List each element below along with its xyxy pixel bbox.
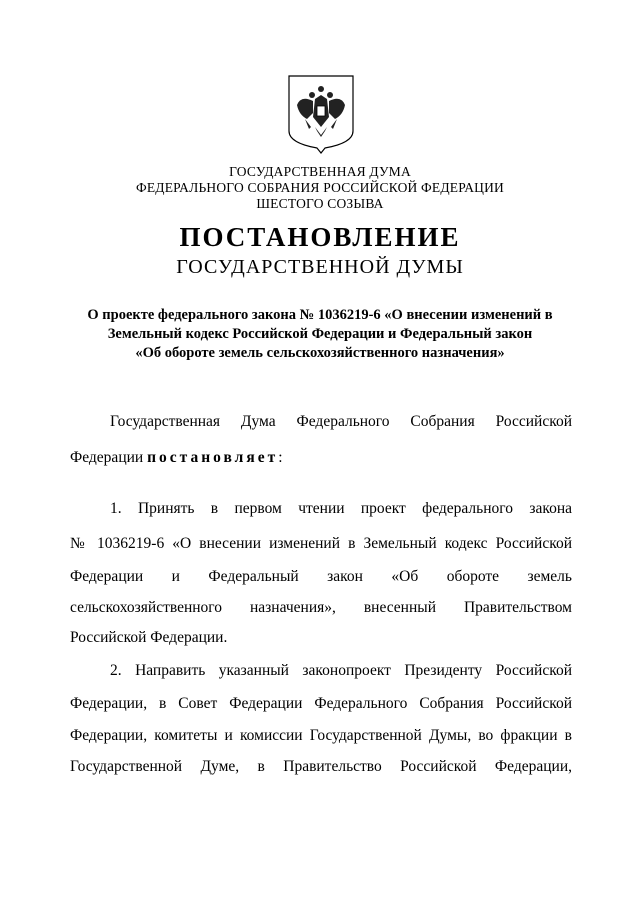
p1-line-2: № 1036219-6 «О внесении изменений в Земельный кодекс Российской — [70, 535, 572, 552]
decree-word: постановляет — [147, 449, 279, 466]
p2-line-1: 2. Направить указанный законопроект Президенту Российской — [110, 662, 572, 679]
header-line-2: ФЕДЕРАЛЬНОГО СОБРАНИЯ РОССИЙСКОЙ ФЕДЕРАЦИИ — [136, 180, 504, 195]
subject-line-3: «Об обороте земель сельскохозяйственного назначения» — [135, 345, 505, 361]
p1-line-4: сельскохозяйственного назначения», внесенный Правительством — [70, 599, 572, 616]
document-title: ПОСТАНОВЛЕНИЕ — [179, 222, 461, 252]
subject-line-2: Земельный кодекс Российской Федерации и Федеральный закон — [107, 326, 533, 342]
subject-line-1: О проекте федерального закона № 1036219-6 «О внесении изменений в — [87, 307, 553, 323]
intro-colon: : — [278, 449, 283, 466]
p1-line-5: Российской Федерации. — [70, 629, 228, 646]
intro-line-1: Государственная Дума Федерального Собрания Российской — [110, 413, 572, 430]
p1-line-1: 1. Принять в первом чтении проект федерального закона — [110, 500, 572, 517]
p2-line-4: Государственной Думе, в Правительство Российской Федерации, — [70, 758, 572, 775]
header-line-1: ГОСУДАРСТВЕННАЯ ДУМА — [229, 164, 411, 179]
header-line-3: ШЕСТОГО СОЗЫВА — [256, 196, 384, 211]
document-subtitle: ГОСУДАРСТВЕННОЙ ДУМЫ — [176, 256, 464, 278]
coat-of-arms-emblem — [285, 73, 357, 155]
p2-line-2: Федерации, в Совет Федерации Федерального Собрания Российской — [70, 695, 572, 712]
intro-line-2 — [70, 449, 283, 467]
p2-line-3: Федерации, комитеты и комиссии Государственной Думы, во фракции в — [70, 727, 572, 744]
p1-line-3: Федерации и Федеральный закон «Об обороте земель — [70, 568, 572, 585]
intro-text: Федерации — [70, 449, 144, 466]
